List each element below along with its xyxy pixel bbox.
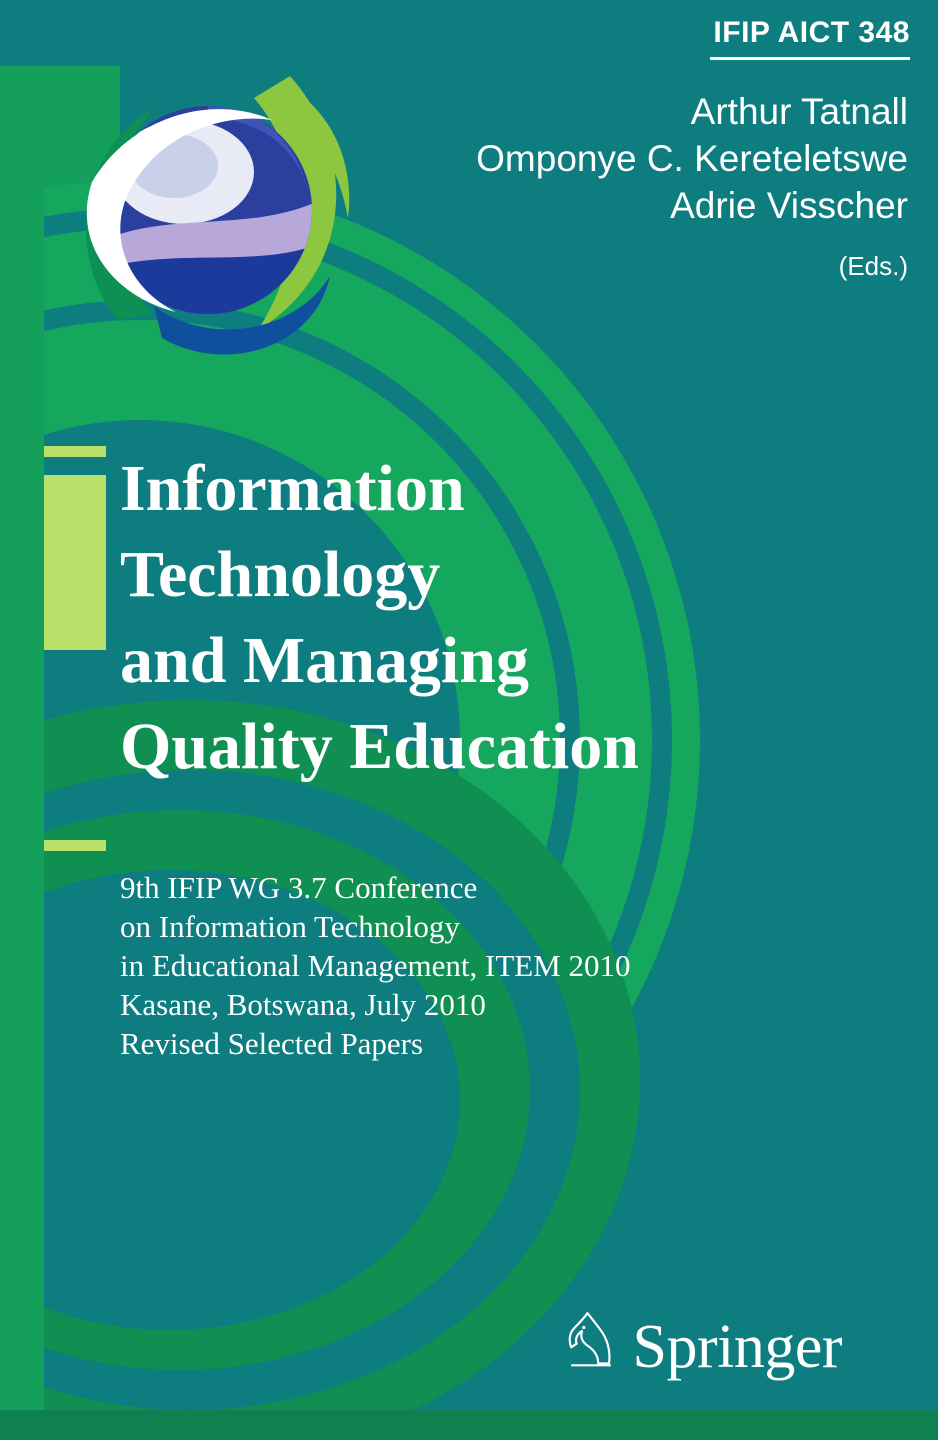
subtitle-line-5: Revised Selected Papers <box>120 1026 424 1061</box>
title-line-2: Technology <box>120 538 441 611</box>
series-badge-rule <box>710 57 910 60</box>
author-line-2: Omponye C. Kereteletswe <box>476 138 908 179</box>
title-line-1: Information <box>120 452 465 525</box>
authors-block <box>388 88 908 290</box>
book-title <box>120 446 900 790</box>
accent-block <box>44 475 106 650</box>
springer-knight-icon <box>564 1309 618 1378</box>
book-subtitle <box>120 868 820 1063</box>
background-green-left-bar-front <box>0 0 44 1440</box>
subtitle-line-1: 9th IFIP WG 3.7 Conference <box>120 870 478 905</box>
title-accent-marks <box>44 446 106 650</box>
springer-wordmark: Springer <box>632 1313 842 1381</box>
accent-tick-top <box>44 446 106 457</box>
ifip-globe-icon <box>58 62 368 372</box>
title-line-3: and Managing <box>120 624 529 697</box>
subtitle-line-4: Kasane, Botswana, July 2010 <box>120 987 486 1022</box>
series-badge: IFIP AICT 348 <box>713 16 910 49</box>
author-line-3: Adrie Visscher <box>670 185 908 226</box>
publisher-logo <box>564 1309 842 1381</box>
bottom-strip <box>0 1410 938 1440</box>
subtitle-line-2: on Information Technology <box>120 909 460 944</box>
editors-note: (Eds.) <box>838 251 908 281</box>
accent-tick-bottom <box>44 840 106 851</box>
title-line-4: Quality Education <box>120 710 639 783</box>
author-line-1: Arthur Tatnall <box>690 91 908 132</box>
subtitle-line-3: in Educational Management, ITEM 2010 <box>120 948 631 983</box>
